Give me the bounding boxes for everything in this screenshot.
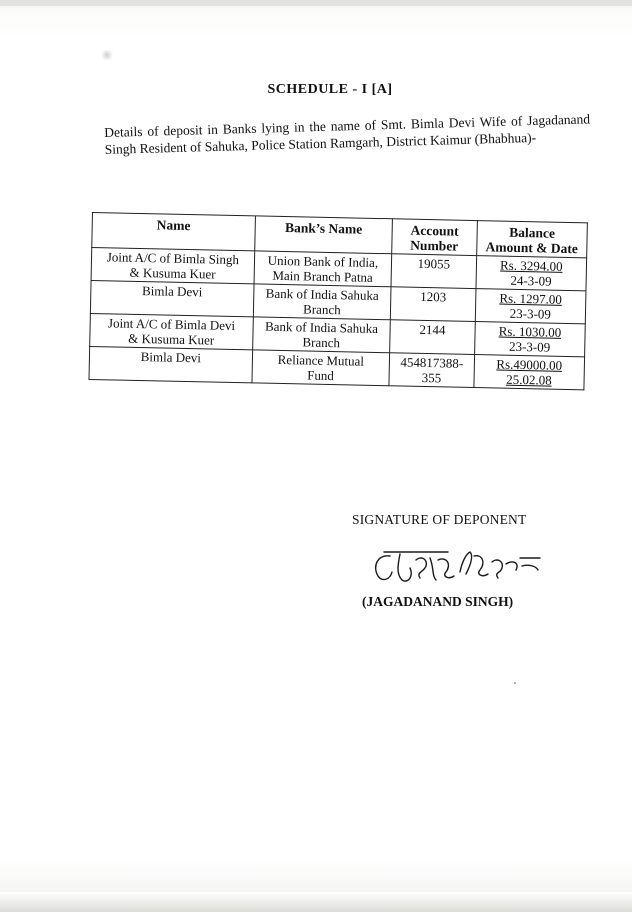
cell-balance: Rs. 3294.00 24-3-09 <box>476 256 587 291</box>
signature-label: SIGNATURE OF DEPONENT <box>352 512 527 527</box>
cell-name: Bimla Devi <box>89 346 252 382</box>
deponent-name: (JAGADANAND SINGH) <box>362 594 514 609</box>
cell-name: Joint A/C of Bimla Singh & Kusuma Kuer <box>91 248 254 284</box>
cell-account: 2144 <box>390 320 475 355</box>
deposit-table <box>88 212 587 390</box>
deposit-details-paragraph: Details of deposit in Banks lying in the name of Smt. Bimla Devi Wife of Jagadanand Singh Resident of Sahuka, Police Station Ramgarh, District Kaimur (Bhabhua)- <box>104 111 591 157</box>
deposit-table-wrapper <box>88 212 587 390</box>
cell-balance: Rs. 1030.00 23-3-09 <box>474 322 585 357</box>
cell-name: Joint A/C of Bimla Devi & Kusuma Kuer <box>90 313 253 349</box>
cell-bank: Bank of India Sahuka Branch <box>252 317 390 353</box>
cell-bank: Reliance Mutual Fund <box>252 350 390 386</box>
cell-account: 19055 <box>391 254 476 289</box>
scan-smudge <box>100 50 114 60</box>
cell-bank: Bank of India Sahuka Branch <box>253 284 391 320</box>
column-header-name: Name <box>92 213 255 251</box>
handwritten-signature <box>370 542 560 592</box>
schedule-heading: SCHEDULE - I [A] <box>267 82 393 97</box>
column-header-balance: Balance Amount & Date <box>476 221 587 258</box>
scan-speck <box>514 682 516 684</box>
scan-edge-top <box>0 0 632 6</box>
column-header-bank: Bank’s Name <box>254 216 392 254</box>
cell-bank: Union Bank of India, Main Branch Patna <box>254 251 392 287</box>
cell-account: 454817388- 355 <box>389 353 474 388</box>
cell-balance: Rs. 1297.00 23-3-09 <box>475 289 586 324</box>
cell-name: Bimla Devi <box>90 280 253 316</box>
scan-edge-bottom <box>0 892 632 912</box>
cell-balance: Rs.49000.00 25.02.08 <box>474 355 585 390</box>
cell-account: 1203 <box>390 287 475 322</box>
column-header-account: Account Number <box>392 219 477 256</box>
